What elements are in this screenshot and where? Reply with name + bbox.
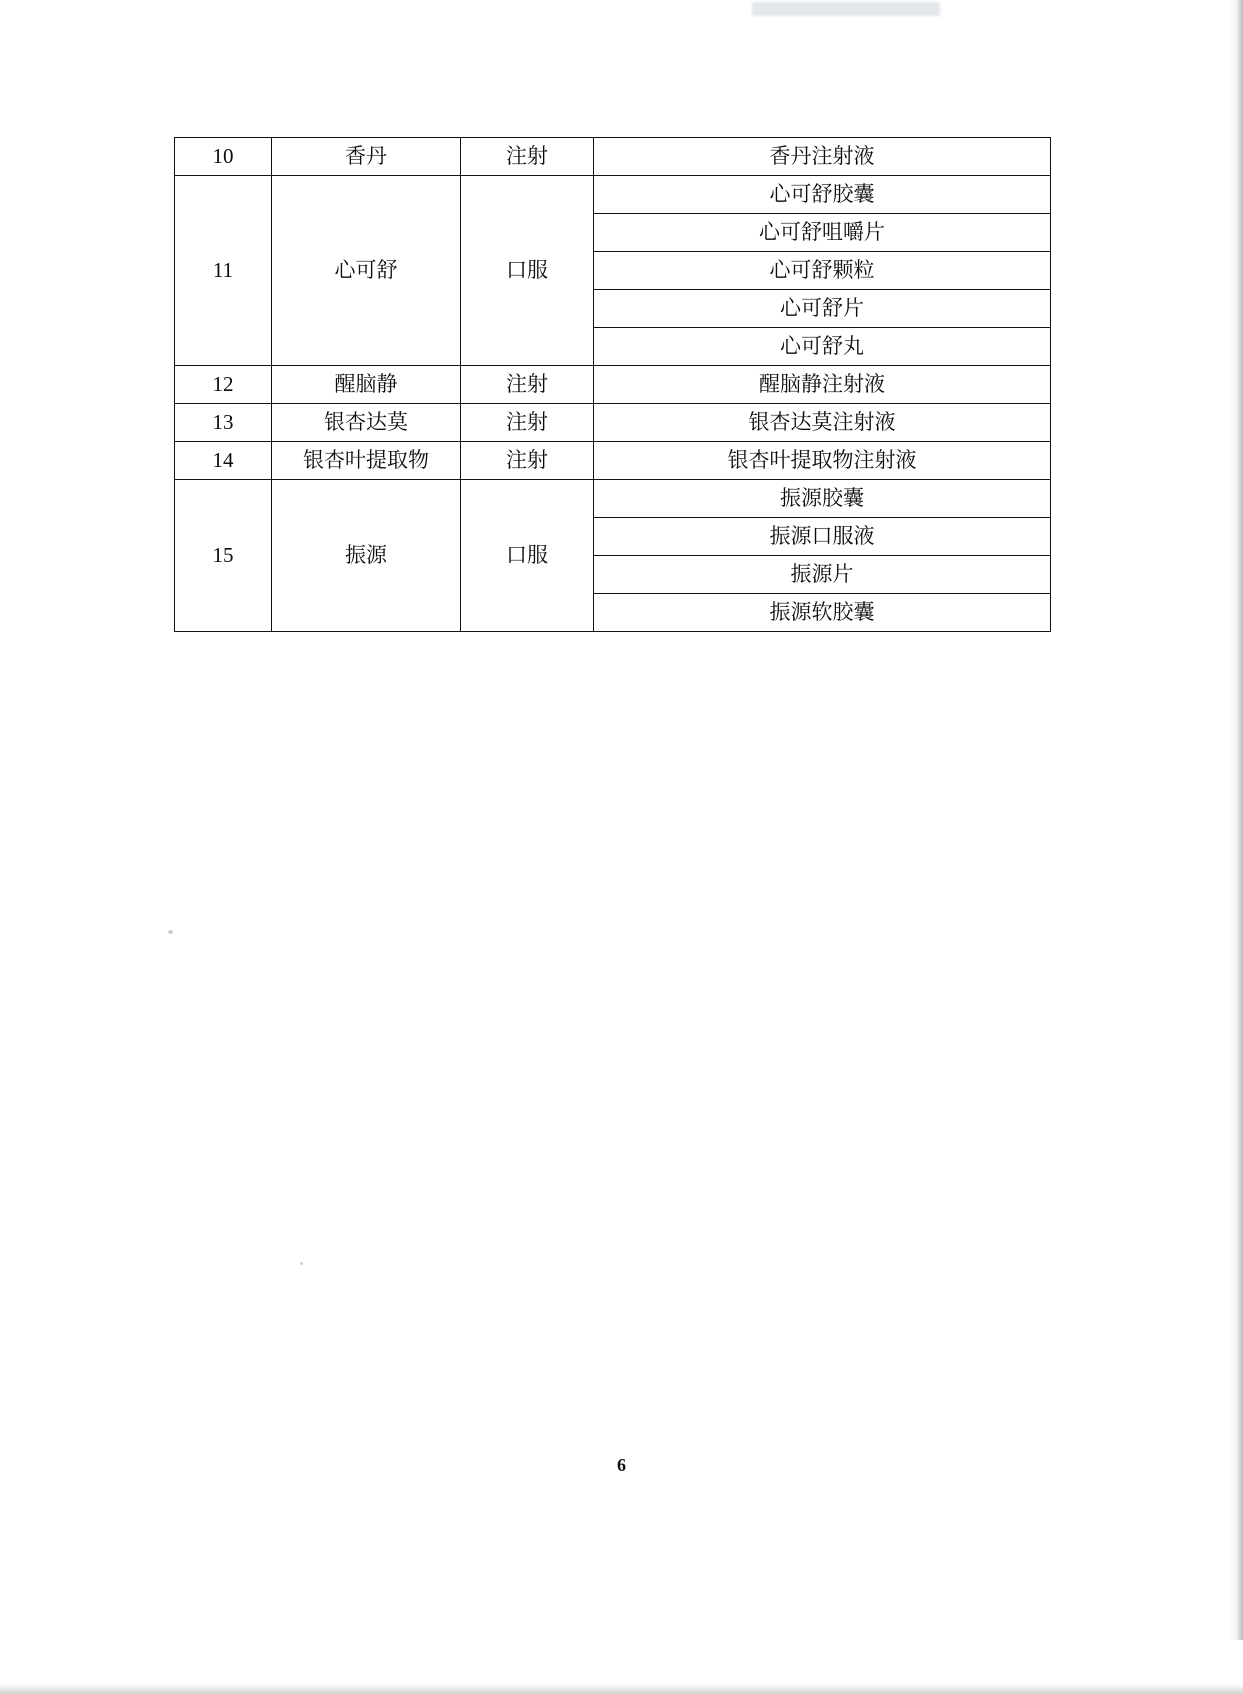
cell-product: 香丹注射液 bbox=[594, 138, 1051, 176]
cell-drug-name: 心可舒 bbox=[272, 176, 461, 366]
cell-route: 口服 bbox=[461, 480, 594, 632]
cell-drug-name: 银杏叶提取物 bbox=[272, 442, 461, 480]
table-row bbox=[175, 366, 1051, 404]
cell-serial-number: 12 bbox=[175, 366, 272, 404]
cell-drug-name: 醒脑静 bbox=[272, 366, 461, 404]
cell-route: 注射 bbox=[461, 404, 594, 442]
cell-product: 心可舒胶囊 bbox=[594, 176, 1051, 214]
cell-serial-number: 15 bbox=[175, 480, 272, 632]
cell-drug-name: 振源 bbox=[272, 480, 461, 632]
table-row bbox=[175, 442, 1051, 480]
cell-product: 心可舒颗粒 bbox=[594, 252, 1051, 290]
cell-route: 注射 bbox=[461, 366, 594, 404]
scan-artifact-header bbox=[752, 2, 940, 16]
cell-route: 口服 bbox=[461, 176, 594, 366]
cell-product: 心可舒丸 bbox=[594, 328, 1051, 366]
drug-table-container bbox=[174, 137, 1030, 632]
cell-product: 振源片 bbox=[594, 556, 1051, 594]
cell-serial-number: 13 bbox=[175, 404, 272, 442]
cell-product: 银杏达莫注射液 bbox=[594, 404, 1051, 442]
cell-product: 振源口服液 bbox=[594, 518, 1051, 556]
cell-product: 银杏叶提取物注射液 bbox=[594, 442, 1051, 480]
cell-serial-number: 11 bbox=[175, 176, 272, 366]
cell-route: 注射 bbox=[461, 138, 594, 176]
cell-product: 心可舒片 bbox=[594, 290, 1051, 328]
cell-product: 醒脑静注射液 bbox=[594, 366, 1051, 404]
cell-product: 心可舒咀嚼片 bbox=[594, 214, 1051, 252]
cell-product: 振源胶囊 bbox=[594, 480, 1051, 518]
cell-drug-name: 香丹 bbox=[272, 138, 461, 176]
table-row bbox=[175, 404, 1051, 442]
scan-speck bbox=[168, 930, 173, 934]
page-number: 6 bbox=[617, 1455, 626, 1475]
table-row bbox=[175, 480, 1051, 518]
table-row bbox=[175, 176, 1051, 214]
scan-artifact-right-edge bbox=[1229, 0, 1243, 1640]
scan-artifact-bottom-edge bbox=[0, 1684, 1243, 1694]
cell-product: 振源软胶囊 bbox=[594, 594, 1051, 632]
drug-table bbox=[174, 137, 1051, 632]
scan-speck bbox=[300, 1262, 303, 1265]
cell-drug-name: 银杏达莫 bbox=[272, 404, 461, 442]
cell-serial-number: 10 bbox=[175, 138, 272, 176]
cell-serial-number: 14 bbox=[175, 442, 272, 480]
cell-route: 注射 bbox=[461, 442, 594, 480]
table-row bbox=[175, 138, 1051, 176]
